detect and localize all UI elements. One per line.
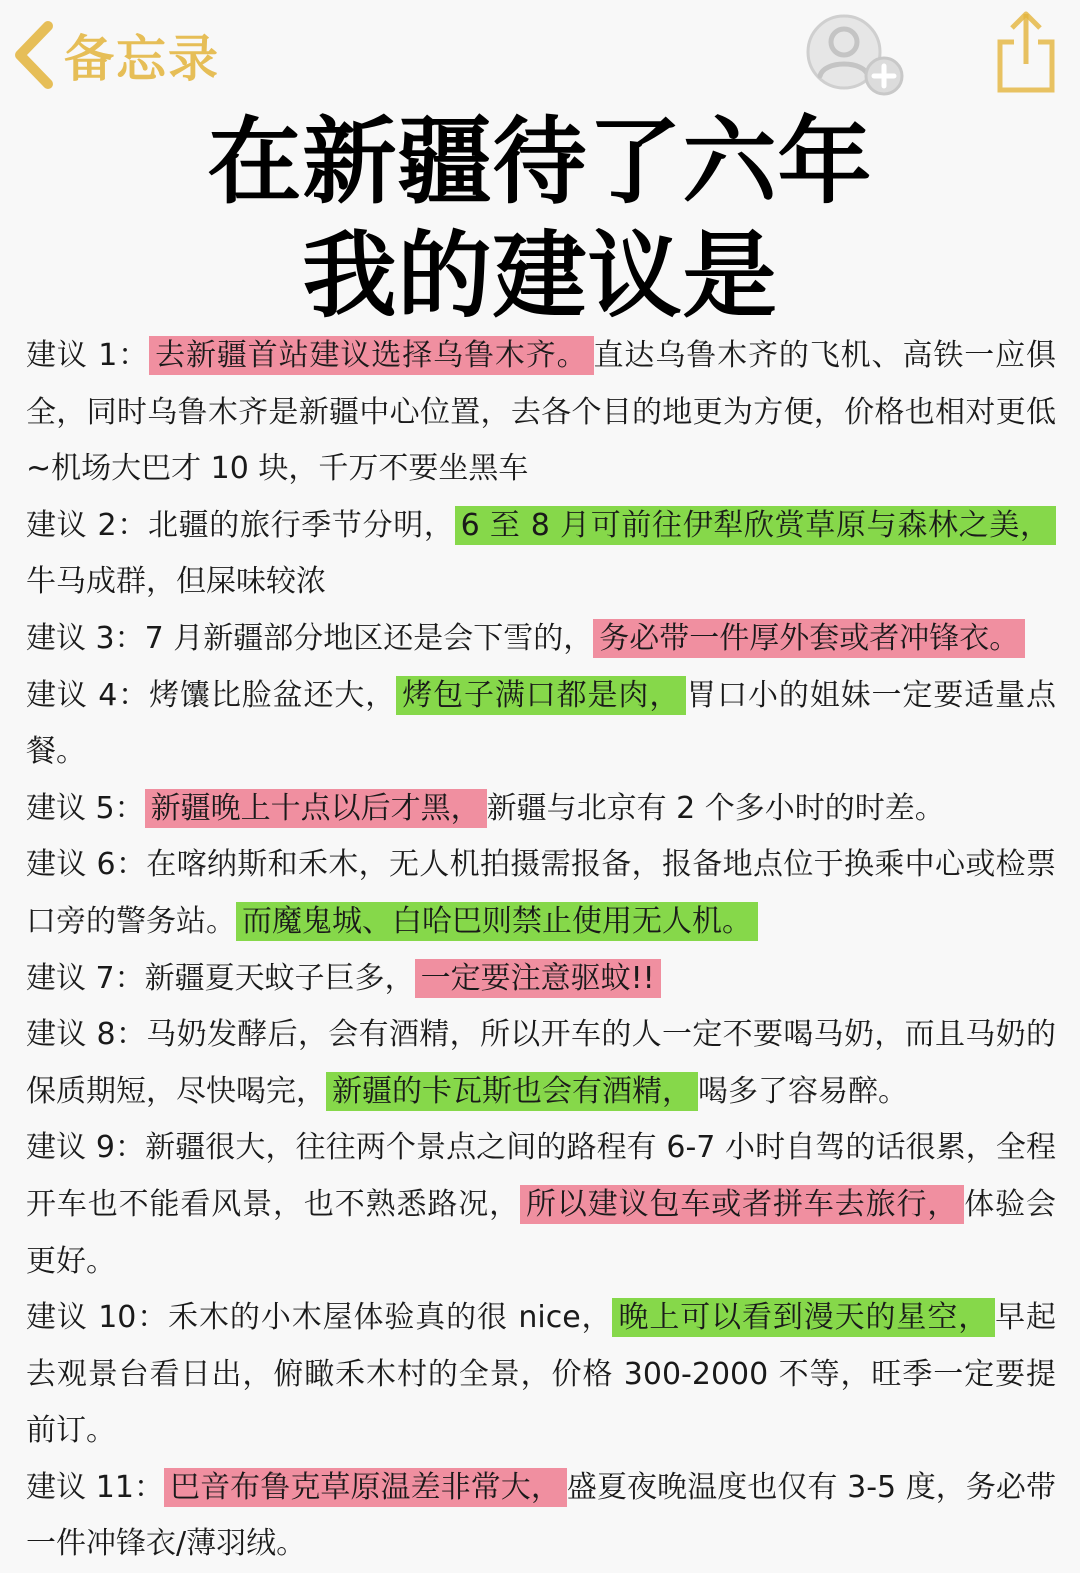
page-title bbox=[0, 106, 1080, 334]
tip-1 bbox=[26, 328, 1056, 498]
tip-prefix: 建议 10： bbox=[26, 1300, 169, 1336]
share-icon bbox=[994, 8, 1058, 96]
tip-prefix: 建议 5： bbox=[26, 790, 145, 826]
tip-prefix: 建议 2： bbox=[26, 507, 148, 543]
tip-text-after: 早起去观景台看日出，俯瞰禾木村的全景，价格 300-2000 不等，旺季一定要提前订。 bbox=[26, 1300, 1056, 1449]
back-label: 备忘录 bbox=[64, 30, 220, 88]
tip-11 bbox=[26, 1460, 1056, 1573]
tip-highlight: 而魔鬼城、白哈巴则禁止使用无人机。 bbox=[236, 902, 758, 941]
tip-highlight: 去新疆首站建议选择乌鲁木齐。 bbox=[149, 336, 593, 375]
back-button[interactable] bbox=[10, 18, 220, 92]
tip-7 bbox=[26, 951, 1056, 1008]
tip-prefix: 建议 9： bbox=[26, 1130, 146, 1166]
title-line-2: 我的建议是 bbox=[302, 222, 778, 331]
tip-prefix: 建议 11： bbox=[26, 1469, 165, 1505]
tip-highlight: 新疆的卡瓦斯也会有酒精， bbox=[326, 1072, 698, 1111]
tip-prefix: 建议 7： bbox=[26, 960, 145, 996]
tip-text-before: 北疆的旅行季节分明， bbox=[147, 507, 455, 543]
add-contact-button[interactable] bbox=[804, 12, 908, 96]
tip-text-after: 牛马成群，但屎味较浓 bbox=[26, 564, 326, 600]
tip-text-after: 新疆与北京有 2 个多小时的时差。 bbox=[486, 790, 945, 826]
tip-6 bbox=[26, 837, 1056, 950]
note-body bbox=[26, 328, 1056, 1573]
tip-text-after: 直达乌鲁木齐的飞机、高铁一应俱全，同时乌鲁木齐是新疆中心位置，去各个目的地更为方便，价格也相对更低~机场大巴才 10 块，千万不要坐黑车 bbox=[26, 338, 1057, 487]
tip-text-before: 烤馕比脸盆还大， bbox=[149, 677, 397, 713]
tip-highlight: 巴音布鲁克草原温差非常大， bbox=[164, 1468, 567, 1507]
tip-text-before: 在喀纳斯和禾木，无人机拍摄需报备，报备地点位于换乘中心或检票口旁的警务站。 bbox=[26, 847, 1056, 939]
tip-prefix: 建议 8： bbox=[26, 1017, 147, 1053]
tip-2 bbox=[26, 498, 1056, 611]
tip-highlight: 务必带一件厚外套或者冲锋衣。 bbox=[593, 619, 1025, 658]
tip-highlight: 晚上可以看到漫天的星空， bbox=[612, 1298, 995, 1337]
tip-text-after: 体验会更好。 bbox=[26, 1186, 1056, 1279]
chevron-left-icon bbox=[10, 18, 58, 92]
title-line-1: 在新疆待了六年 bbox=[207, 108, 873, 217]
tip-text-after: 胃口小的姐妹一定要适量点餐。 bbox=[26, 677, 1057, 770]
tip-text-before: 新疆夏天蚊子巨多， bbox=[144, 960, 415, 996]
tip-3 bbox=[26, 611, 1056, 668]
tip-text-after: 喝多了容易醉。 bbox=[698, 1073, 908, 1109]
tip-9 bbox=[26, 1120, 1056, 1290]
tip-text-before: 马奶发酵后，会有酒精，所以开车的人一定不要喝马奶，而且马奶的保质期短，尽快喝完， bbox=[26, 1017, 1056, 1109]
add-contact-icon bbox=[804, 12, 908, 96]
tip-prefix: 建议 3： bbox=[26, 620, 145, 656]
tip-highlight: 所以建议包车或者拼车去旅行， bbox=[520, 1185, 964, 1224]
tip-text-after: 盛夏夜晚温度也仅有 3-5 度，务必带一件冲锋衣/薄羽绒。 bbox=[26, 1469, 1056, 1562]
tip-highlight: 一定要注意驱蚊!! bbox=[415, 959, 661, 998]
tip-text-before: 新疆很大，往往两个景点之间的路程有 6-7 小时自驾的话很累，全程开车也不能看风景，也不熟悉路况， bbox=[26, 1130, 1056, 1222]
tip-8 bbox=[26, 1007, 1056, 1120]
tip-highlight: 新疆晚上十点以后才黑， bbox=[145, 789, 487, 828]
tip-prefix: 建议 1： bbox=[26, 338, 150, 373]
tip-highlight: 6 至 8 月可前往伊犁欣赏草原与森林之美， bbox=[455, 506, 1056, 545]
tip-prefix: 建议 4： bbox=[26, 677, 150, 713]
tip-text-before: 7 月新疆部分地区还是会下雪的， bbox=[144, 620, 594, 656]
tip-5 bbox=[26, 781, 1056, 838]
tip-highlight: 烤包子满口都是肉， bbox=[396, 676, 686, 715]
tip-text-before: 禾木的小木屋体验真的很 nice， bbox=[168, 1300, 613, 1336]
tip-4 bbox=[26, 668, 1056, 781]
tip-prefix: 建议 6： bbox=[26, 847, 147, 883]
navigation-bar bbox=[0, 0, 1080, 110]
tip-10 bbox=[26, 1290, 1056, 1460]
share-button[interactable] bbox=[994, 8, 1058, 96]
